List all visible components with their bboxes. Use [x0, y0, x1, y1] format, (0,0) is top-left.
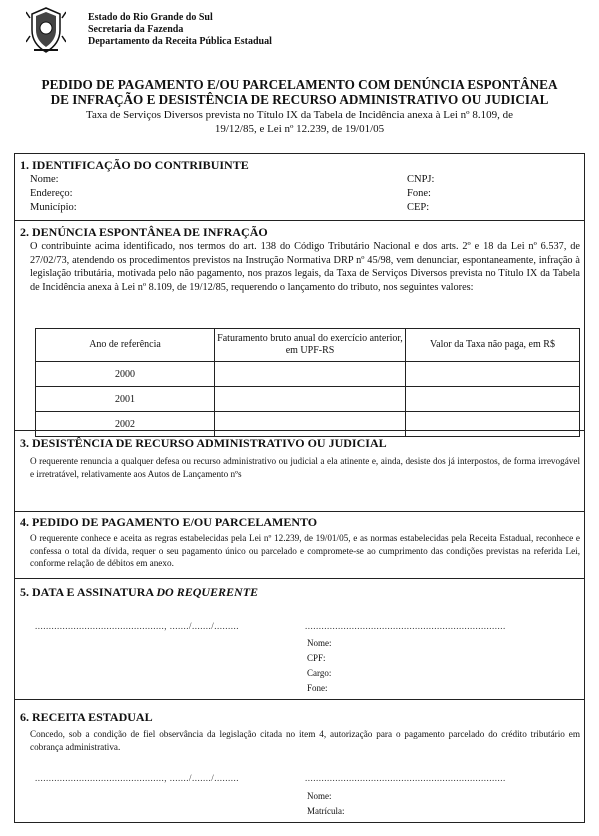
section-6-title: 6. RECEITA ESTADUAL	[20, 710, 153, 724]
signer-name-field[interactable]: Nome:	[307, 638, 332, 648]
phone-field[interactable]: Fone:	[407, 188, 431, 199]
official-name-field[interactable]: Nome:	[307, 791, 332, 801]
values-table	[35, 328, 580, 437]
signature-line[interactable]: .........................................................................	[305, 621, 506, 631]
name-field[interactable]: Nome:	[30, 174, 59, 185]
table-row	[36, 387, 580, 412]
signer-phone-field[interactable]: Fone:	[307, 683, 328, 693]
revenue-cell[interactable]	[215, 362, 406, 387]
year-cell: 2000	[36, 362, 215, 387]
col-header-year: Ano de referência	[36, 329, 215, 362]
signer-cpf-field[interactable]: CPF:	[307, 653, 326, 663]
section-4-title: 4. PEDIDO DE PAGAMENTO E/OU PARCELAMENTO	[20, 515, 318, 529]
signature-line[interactable]: .........................................................................	[305, 773, 506, 783]
document-header	[26, 6, 586, 58]
section-5-title: 5. DATA E ASSINATURA DO REQUERENTE	[20, 585, 259, 599]
form-title-line-1: PEDIDO DE PAGAMENTO E/OU PARCELAMENTO COM DENÚNCIA ESPONTÂNEA	[41, 77, 558, 92]
tax-value-cell[interactable]	[406, 387, 580, 412]
form-subtitle-line-1: Taxa de Serviços Diversos prevista no Título IX da Tabela de Incidência anexa à Lei nº 8.109, de	[86, 109, 513, 121]
secretariat-name: Secretaria da Fazenda	[88, 24, 184, 35]
section-payment-request	[14, 511, 585, 578]
city-field[interactable]: Município:	[30, 202, 77, 213]
section-state-revenue	[14, 699, 585, 823]
year-cell: 2002	[36, 412, 215, 437]
address-field[interactable]: Endereço:	[30, 188, 73, 199]
revenue-cell[interactable]	[215, 387, 406, 412]
official-registration-field[interactable]: Matrícula:	[307, 806, 345, 816]
col-header-tax-value: Valor da Taxa não paga, em R$	[406, 329, 580, 362]
payment-request-text: O requerente conhece e aceita as regras estabelecidas pela Lei nº 12.239, de 19/01/05, e as normas estabelecidas pela Receita Estadual, reconhece e confessa o total da dívida, requer o seu pagamento único ou parcelado e compromete-se ao cumprimento das condições previstas na referida Lei, conforme relação de débitos em anexo.	[30, 533, 580, 568]
section-2-title: 2. DENÚNCIA ESPONTÂNEA DE INFRAÇÃO	[20, 225, 268, 239]
form-title-line-2: DE INFRAÇÃO E DESISTÊNCIA DE RECURSO ADMINISTRATIVO OU JUDICIAL	[50, 92, 549, 107]
section-date-signature	[14, 578, 585, 699]
cep-field[interactable]: CEP:	[407, 202, 430, 213]
section-appeal-withdrawal	[14, 430, 585, 511]
denunciation-text: O contribuinte acima identificado, nos termos do art. 138 do Código Tributário Nacional e dos arts. 2º e 18 da Lei nº 6.537, de 27/02/73, atendendo os procedimentos previstos na Instrução Normativa DRP nº 45/98, vem denunciar, espontaneamente, infração à legislação tributária, motivada pelo não pagamento, nos prazos legais, da Taxa de Serviços Diversos prevista no Título IX da Tabela de Incidência anexa à Lei nº 8.109, de 19/12/85, requerendo o lançamento do tributo, nos seguintes valores:	[30, 241, 580, 293]
table-row	[36, 362, 580, 387]
department-name: Departamento da Receita Pública Estadual	[88, 36, 272, 47]
authorization-text: Concedo, sob a condição de fiel observância da legislação citada no item 4, autorização para o pagamento parcelado do crédito tributário em cobrança administrativa.	[30, 729, 580, 752]
coat-of-arms-icon	[26, 6, 66, 54]
form-subtitle-line-2: 19/12/85, e Lei nº 12.239, de 19/01/05	[214, 123, 385, 135]
section-3-title: 3. DESISTÊNCIA DE RECURSO ADMINISTRATIVO OU JUDICIAL	[20, 436, 387, 450]
tax-value-cell[interactable]	[406, 362, 580, 387]
section-identification	[14, 153, 585, 220]
section-spontaneous-denunciation	[14, 220, 585, 430]
date-place-line[interactable]: ..............................................., ......./......./.........	[35, 773, 240, 783]
withdrawal-text: O requerente renuncia a qualquer defesa ou recurso administrativo ou judicial a ela atinente e, ainda, desiste dos já interpostos, de forma irrevogável e irretratável, relativamente aos Autos de Lançamento nºs	[30, 456, 580, 479]
year-cell: 2001	[36, 387, 215, 412]
signer-role-field[interactable]: Cargo:	[307, 668, 332, 678]
section-1-title: 1. IDENTIFICAÇÃO DO CONTRIBUINTE	[20, 158, 249, 172]
col-header-revenue: Faturamento bruto anual do exercício anterior, em UPF-RS	[215, 329, 406, 362]
state-name: Estado do Rio Grande do Sul	[88, 12, 213, 23]
cnpj-field[interactable]: CNPJ:	[407, 174, 435, 185]
date-place-line[interactable]: ..............................................., ......./......./.........	[35, 621, 240, 631]
